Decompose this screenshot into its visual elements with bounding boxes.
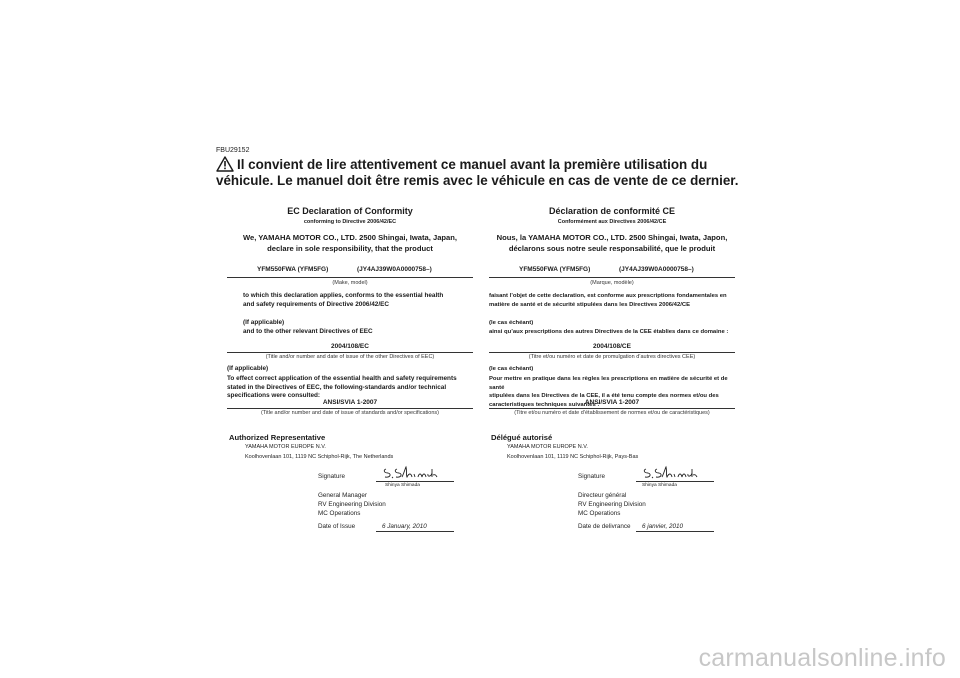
declaration-title: Déclaration de conformité CE	[548, 206, 676, 216]
representative-name: YAMAHA MOTOR EUROPE N.V.	[507, 444, 588, 450]
standards-line-2: stated in the Directives of EEC, the following-standards and/or technical	[227, 383, 447, 391]
manufacturer-line-1: We, YAMAHA MOTOR CO., LTD. 2500 Shingai, Iwata, Japan,	[242, 233, 458, 242]
directive-caption: (Title and/or number and date of issue of the other Directives of EEC)	[265, 354, 435, 360]
divider	[489, 352, 735, 353]
date-label: Date de delivrance	[578, 523, 631, 530]
if-applicable-2: (le cas échéant)	[489, 366, 534, 372]
signature-line	[376, 481, 454, 482]
applies-line-1: to which this declaration applies, conforms to the essential health	[243, 292, 444, 299]
applies-line-2: matière de santé et de sécurité stipulées dans les Directives 2006/42/CE	[489, 301, 691, 308]
standard-caption: (Titre et/ou numéro et date d’établissement de normes et/ou de caractéristiques)	[514, 410, 710, 416]
position-line-2: RV Engineering Division	[318, 501, 386, 508]
warning-triangle-icon	[216, 156, 234, 172]
divider	[227, 352, 473, 353]
applies-text	[489, 292, 727, 309]
signer-position	[318, 491, 386, 518]
model-vin: (JY4AJ39W0A0000758–)	[357, 266, 432, 273]
standards-line-3: caracteristiques techniques suivantes :	[489, 401, 600, 408]
signer-name: Shinya Shimada	[642, 483, 677, 488]
representative-street: Koolhovenlaan 101, 1119 NC Schiphol-Rijk, The Netherlands	[245, 454, 394, 460]
date-line	[376, 531, 454, 532]
declaration-subtitle: Conformément aux Directives 2006/42/CE	[557, 219, 667, 225]
signature-label: Signature	[318, 473, 345, 480]
site-watermark: carmanualsonline.info	[698, 644, 946, 672]
issue-date: 6 January, 2010	[382, 523, 427, 530]
issue-date: 6 janvier, 2010	[642, 523, 683, 530]
model-name: YFM550FWA (YFM5FG)	[519, 266, 591, 273]
applies-line-1: faisant l’objet de cette declaration, est conforme aux prescriptions fondamentales en	[489, 293, 727, 299]
position-line-3: MC Operations	[318, 510, 361, 517]
warning-notice	[216, 156, 756, 189]
representative-street: Koolhovenlaan 101, 1119 NC Schiphol-Rijk, Pays-Bas	[507, 454, 639, 460]
applies-text	[243, 292, 443, 309]
standard-number: ANSI/SVIA 1-2007	[322, 399, 378, 406]
handwritten-signature-icon	[642, 465, 698, 481]
if-applicable-2: (If applicable)	[227, 365, 269, 372]
representative-title: Authorized Representative	[229, 433, 326, 442]
manufacturer-line-2: déclarons sous notre seule responsabilité, que le produit	[508, 244, 716, 253]
warning-text: Il convient de lire attentivement ce manuel avant la première utilisation du véhicule. Le manuel doit être remis avec le véhicule en cas de vente de ce dernier.	[216, 157, 739, 188]
if-applicable-1: (le cas échéant)	[489, 320, 534, 326]
manufacturer-line-1: Nous, la YAMAHA MOTOR CO., LTD. 2500 Shingai, Iwata, Japon,	[496, 233, 728, 242]
standard-caption: (Title and/or number and date of issue of standards and/or specifications)	[260, 410, 440, 416]
manufacturer-statement	[227, 232, 473, 254]
position-line-1: Directeur général	[578, 492, 627, 499]
signature-line	[636, 481, 714, 482]
representative-address	[245, 442, 393, 462]
other-directives-text: and to the other relevant Directives of EEC	[243, 328, 373, 335]
applies-line-2: and safety requirements of Directive 2006/42/EC	[243, 300, 389, 308]
declaration-title: EC Declaration of Conformity	[287, 206, 413, 216]
standards-line-1: To effect correct application of the essential health and safety requirements	[227, 375, 457, 382]
standards-line-3: specifications were consulted:	[227, 392, 321, 399]
standards-text	[227, 375, 457, 401]
divider	[489, 408, 735, 409]
model-caption: (Make, model)	[332, 280, 368, 286]
divider	[227, 408, 473, 409]
directive-number: 2004/108/EC	[331, 343, 369, 350]
position-line-3: MC Operations	[578, 510, 621, 517]
signer-name: Shinya Shimada	[385, 483, 420, 488]
handwritten-signature-icon	[382, 465, 438, 481]
representative-address	[507, 442, 638, 462]
standards-line-2: stipulées dans les Directives de la CEE, il a été tenu compte des normes et/ou des	[489, 393, 719, 399]
model-caption: (Marque, modèle)	[590, 280, 634, 286]
divider	[489, 277, 735, 278]
date-label: Date of Issue	[318, 523, 356, 530]
representative-name: YAMAHA MOTOR EUROPE N.V.	[245, 444, 326, 450]
other-directives-text: ainsi qu’aux prescriptions des autres Directives de la CEE établies dans ce domaine :	[489, 329, 729, 335]
signer-position	[578, 491, 646, 518]
date-line	[636, 531, 714, 532]
model-vin: (JY4AJ39W0A0000758–)	[619, 266, 694, 273]
directive-caption: (Titre et/ou numéro et date de promulgation d’autres directives CEE)	[528, 354, 696, 360]
declaration-subtitle: conforming to Directive 2006/42/EC	[303, 219, 397, 225]
signature-label: Signature	[578, 473, 605, 480]
model-name: YFM550FWA (YFM5FG)	[257, 266, 329, 273]
standards-line-1: Pour mettre en pratique dans les règles les prescriptions en matière de sécurité et de santé	[489, 376, 728, 391]
divider	[227, 277, 473, 278]
representative-title: Délégué autorisé	[491, 433, 553, 442]
manufacturer-statement	[489, 232, 735, 254]
directive-number: 2004/108/CE	[593, 343, 631, 350]
position-line-1: General Manager	[318, 492, 368, 499]
if-applicable-1: (If applicable)	[243, 319, 285, 326]
manufacturer-line-2: declare in sole responsibility, that the product	[267, 244, 433, 253]
position-line-2: RV Engineering Division	[578, 501, 646, 508]
section-code: FBU29152	[216, 147, 250, 154]
standard-number: ANSI/SVIA 1-2007	[584, 399, 640, 406]
